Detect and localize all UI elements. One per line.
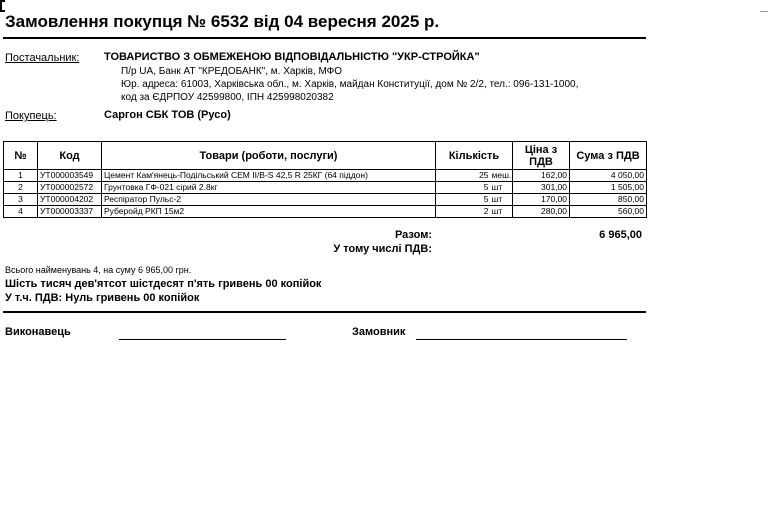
goods-table	[3, 141, 647, 218]
row-sum: 850,00	[570, 194, 647, 206]
row-price: 301,00	[513, 182, 570, 194]
row-price: 280,00	[513, 206, 570, 218]
table-row	[4, 170, 647, 182]
row-unit: шт	[490, 206, 513, 218]
row-sum: 560,00	[570, 206, 647, 218]
supplier-codes-line: код за ЄДРПОУ 42599800, ІПН 425998020382	[121, 92, 334, 103]
table-header-row	[4, 142, 647, 170]
header-code: Код	[38, 142, 102, 170]
row-qty: 2	[436, 206, 490, 218]
customer-signature-line	[416, 339, 627, 340]
title-divider	[3, 37, 646, 39]
row-code: УТ000002572	[38, 182, 102, 194]
page-edge-tick	[760, 0, 768, 12]
row-sum: 4 050,00	[570, 170, 647, 182]
document-title: Замовлення покупця № 6532 від 04 вересня 2025 р.	[5, 12, 440, 31]
header-qty: Кількість	[436, 142, 513, 170]
table-row	[4, 206, 647, 218]
supplier-name: ТОВАРИСТВО З ОБМЕЖЕНОЮ ВІДПОВІДАЛЬНІСТЮ "УКР-СТРОЙКА"	[104, 51, 480, 63]
items-count-line: Всього найменувань 4, на суму 6 965,00 грн.	[5, 265, 192, 275]
row-unit: шт	[490, 194, 513, 206]
row-unit: меш.	[491, 170, 512, 180]
row-code: УТ000003549	[38, 170, 102, 182]
row-name: Респіратор Пульс-2	[102, 194, 436, 206]
vat-label: У тому числі ПДВ:	[333, 243, 432, 255]
buyer-name: Саргон СБК ТОВ (Русо)	[104, 109, 231, 121]
amount-in-words: Шість тисяч дев'ятсот шістдесят п'ять гривень 00 копійок	[5, 278, 322, 290]
row-num: 1	[4, 170, 38, 182]
total-value: 6 965,00	[599, 229, 642, 241]
supplier-bank-line: П/р UA, Банк АТ "КРЕДОБАНК", м. Харків, МФО	[121, 66, 343, 77]
row-unit: шт	[490, 182, 513, 194]
row-price: 162,00	[513, 170, 570, 182]
customer-label: Замовник	[352, 326, 406, 338]
row-code: УТ000003337	[38, 206, 102, 218]
row-qty: 5	[436, 182, 490, 194]
row-qty: 25	[436, 170, 490, 182]
row-num: 4	[4, 206, 38, 218]
buyer-label: Покупець:	[5, 110, 57, 122]
table-row	[4, 182, 647, 194]
row-num: 2	[4, 182, 38, 194]
header-sum: Сума з ПДВ	[570, 142, 647, 170]
row-num: 3	[4, 194, 38, 206]
row-code: УТ000004202	[38, 194, 102, 206]
header-goods: Товари (роботи, послуги)	[102, 142, 436, 170]
header-price: Ціна з ПДВ	[513, 142, 570, 170]
header-num: №	[4, 142, 38, 170]
row-sum: 1 505,00	[570, 182, 647, 194]
summary-divider	[3, 311, 646, 313]
supplier-label: Постачальник:	[5, 52, 80, 64]
executor-label: Виконавець	[5, 326, 71, 338]
total-label: Разом:	[394, 229, 432, 241]
row-qty: 5	[436, 194, 490, 206]
row-name: Грунтовка ГФ-021 сірий 2.8кг	[102, 182, 436, 194]
table-row	[4, 194, 647, 206]
row-name: Цемент Кам'янець-Подільський CEM II/B-S 42,5 R 25КГ (64 піддон)	[102, 170, 436, 182]
page-corner-mark	[0, 0, 5, 12]
executor-signature-line	[119, 339, 286, 340]
row-name: Руберойд РКП 15м2	[102, 206, 436, 218]
vat-in-words: У т.ч. ПДВ: Нуль гривень 00 копійок	[5, 292, 200, 304]
supplier-address-line: Юр. адреса: 61003, Харківська обл., м. Харків, майдан Конституції, дом № 2/2, тел.: 096-131-1000,	[121, 79, 579, 90]
row-price: 170,00	[513, 194, 570, 206]
